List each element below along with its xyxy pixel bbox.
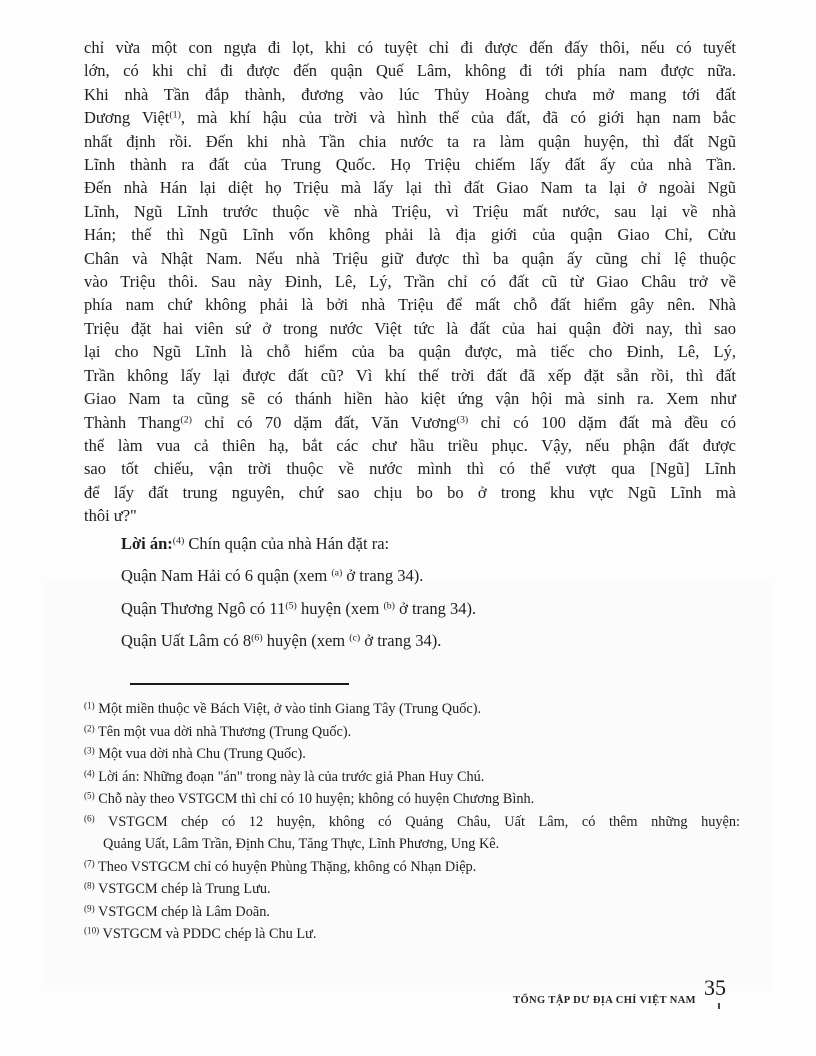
body-text-line: Hán; thế thì Ngũ Lĩnh vốn không phải là địa giới của quận Giao Chỉ, Cửu <box>84 225 736 245</box>
an-heading-footnote-ref: (4) <box>172 535 185 547</box>
body-text-line: Lĩnh thành ra đất của Trung Quốc. Họ Triệu chiếm lấy đất ấy của nhà Tần. <box>84 155 736 175</box>
footnote-item <box>84 878 740 901</box>
body-text-line: Khi nhà Tần đắp thành, đương vào lúc Thủy Hoàng chưa mở mang tới đất <box>84 84 736 104</box>
body-text-line: Chân và Nhật Nam. Nếu nhà Triệu giữ được thì ba quận ấy cũng chỉ lệ thuộc <box>84 248 736 268</box>
footnote-item <box>84 856 740 879</box>
body-text-line: Đến nhà Hán lại diệt họ Triệu mà lấy lại thì đất Giao Nam ta lại ở ngoài Ngũ <box>84 178 736 198</box>
footnote-item <box>84 901 740 924</box>
footnote-item <box>84 743 740 766</box>
page-number: 35 <box>704 975 726 1000</box>
footnote-item <box>84 923 740 946</box>
an-section <box>84 532 736 662</box>
footnote-item <box>84 788 740 811</box>
footnote-item <box>84 766 740 789</box>
quan-list-item: Quận Nam Hải có 6 quận (xem $^{(a)}$ ở trang 34). <box>121 566 424 586</box>
body-paragraph <box>84 36 736 528</box>
footnote-item <box>84 721 740 744</box>
body-text-line: nhất định rồi. Đến khi nhà Tần chia nước ta ra làm quận huyện, thì đất Ngũ <box>84 131 736 151</box>
body-text-line: lớn, có khi chỉ đi được đến quận Quế Lâm, không đi tới phía nam được nữa. <box>84 61 736 81</box>
footnote-item <box>84 698 740 721</box>
footnote-line: $^{(9)}$ VSTGCM chép là Lâm Doãn. <box>84 902 270 920</box>
an-heading-label: Lời án: <box>121 534 173 553</box>
body-text-line: Triệu đặt hai viên sứ ở trong nước Việt tức là đất của hai quận đời nay, thì sao <box>84 318 736 338</box>
body-text-line: thể làm vua cả thiên hạ, bắt các chư hầu triều phục. Vậy, nếu phận đất được <box>84 435 736 455</box>
scan-artifact-tick <box>718 1003 720 1009</box>
footnote-line: $^{(2)}$ Tên một vua dời nhà Thương (Trung Quốc). <box>84 722 352 740</box>
footnote-line: $^{(1)}$ Một miền thuộc về Bách Việt, ở vào tỉnh Giang Tây (Trung Quốc). <box>84 700 482 717</box>
body-text-line: chỉ vừa một con ngựa đi lọt, khi có tuyệt chỉ đi được đến đấy thôi, nếu có tuyết <box>84 38 736 57</box>
footnote-line: $^{(5)}$ Chỗ này theo VSTGCM thì chỉ có 10 huyện; không có huyện Chương Bình. <box>84 790 535 807</box>
footnote-item <box>84 811 740 856</box>
body-text-line: Thành Thang$^{(2)}$ chỉ có 70 dặm đất, Văn Vương$^{(3)}$ chỉ có 100 dặm đất mà đều có <box>84 412 736 432</box>
an-heading <box>121 532 736 555</box>
body-text-line: để lấy đất trung nguyên, chứ sao chịu bo bo ở trong khu vực Ngũ Lĩnh mà <box>84 482 736 502</box>
quan-list-item: Quận Uất Lâm có 8$^{(6)}$ huyện (xem $^{(c)}$ ở trang 34). <box>121 631 442 651</box>
body-text-line: sao tốt chiếu, vận trời thuộc về nước mình thì có thể vượt qua [Ngũ] Lĩnh <box>84 459 736 479</box>
body-text-line: Lĩnh, Ngũ Lĩnh trước thuộc về nhà Triệu, vì Triệu mất nước, sau lại về nhà <box>84 201 736 221</box>
footnote-line: $^{(8)}$ VSTGCM chép là Trung Lưu. <box>84 880 271 897</box>
footnotes <box>84 698 740 946</box>
body-text-line: Trần không lấy lại được đất cũ? Vì khí thế trời đất đã xếp đặt sẵn rồi, thì đất <box>84 365 736 385</box>
body-text-line: phía nam chứ không phải là bởi nhà Triệu để mất chỗ đất hiểm gây nên. Nhà <box>84 295 736 315</box>
quan-list-item: Quận Thương Ngô có 11$^{(5)}$ huyện (xem $^{(b)}$ ở trang 34). <box>121 598 477 618</box>
footnote-divider <box>130 683 349 685</box>
body-text-line: lại cho Ngũ Lĩnh là chỗ hiểm của ba quận được, mà tiếc cho Đinh, Lê, Lý, <box>84 342 736 362</box>
footnote-line: $^{(6)}$ VSTGCM chép có 12 huyện, không có Quảng Châu, Uất Lâm, có thêm những huyện: <box>84 812 740 830</box>
body-text-line: Dương Việt$^{(1)}$, mà khí hậu của trời và hình thể của đất, đã có giới hạn nam bắc <box>84 108 737 128</box>
body-text-line: thôi ư?" <box>84 506 137 526</box>
an-heading-rest: Chín quận của nhà Hán đặt ra: <box>184 534 390 553</box>
an-list <box>121 564 736 652</box>
footnote-line: $^{(3)}$ Một vua dời nhà Chu (Trung Quốc). <box>84 745 306 762</box>
footnote-line: $^{(10)}$ VSTGCM và PDDC chép là Chu Lư. <box>84 925 317 942</box>
body-text-line: vào Triệu thôi. Sau này Đinh, Lê, Lý, Trần chỉ có đất cũ từ Giao Châu trở về <box>84 272 736 292</box>
footnote-line: $^{(7)}$ Theo VSTGCM chỉ có huyện Phùng Thặng, không có Nhạn Diệp. <box>84 857 477 875</box>
running-footer-title: TỔNG TẬP DƯ ĐỊA CHÍ VIỆT NAM <box>513 995 696 1006</box>
body-text-line: Giao Nam ta cũng sẽ có thánh hiền hào kiệt ứng vận hội mà sinh ra. Xem như <box>84 389 736 409</box>
footnote-line: Quảng Uất, Lâm Trần, Định Chu, Tăng Thực, Lĩnh Phương, Ung Kê. <box>103 836 500 852</box>
footnote-line: $^{(4)}$ Lời án: Những đoạn "án" trong này là của trước giả Phan Huy Chú. <box>84 767 485 785</box>
